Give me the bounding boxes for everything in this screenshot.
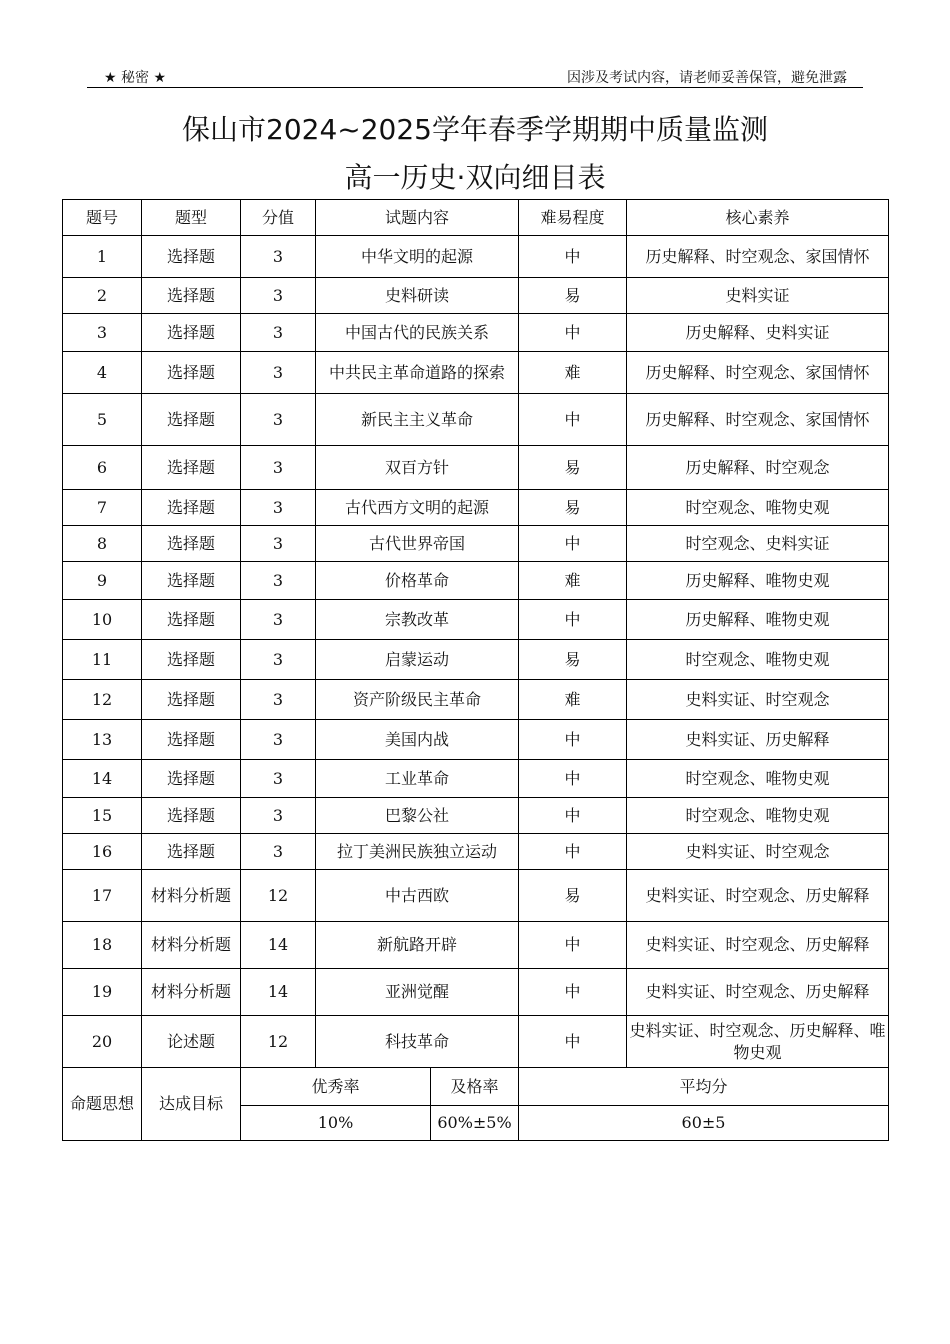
table-row — [63, 680, 889, 720]
cell-number: 12 — [63, 680, 142, 720]
cell-literacy: 史料实证、时空观念、历史解释 — [627, 969, 889, 1016]
footer-pass-value: 60%±5% — [431, 1106, 519, 1141]
cell-number: 7 — [63, 490, 142, 526]
cell-literacy: 史料实证 — [627, 278, 889, 314]
cell-difficulty: 易 — [519, 640, 627, 680]
table-header-row — [63, 200, 889, 236]
cell-score: 3 — [241, 640, 316, 680]
cell-score: 14 — [241, 969, 316, 1016]
cell-number: 8 — [63, 526, 142, 562]
cell-type: 选择题 — [142, 526, 241, 562]
cell-content: 中华文明的起源 — [316, 236, 519, 278]
cell-difficulty: 中 — [519, 720, 627, 760]
cell-literacy: 史料实证、时空观念 — [627, 680, 889, 720]
cell-number: 3 — [63, 314, 142, 352]
cell-type: 选择题 — [142, 834, 241, 870]
cell-score: 3 — [241, 446, 316, 490]
cell-difficulty: 中 — [519, 969, 627, 1016]
cell-number: 19 — [63, 969, 142, 1016]
cell-number: 18 — [63, 922, 142, 969]
footer-label: 命题思想 — [63, 1068, 142, 1141]
cell-score: 3 — [241, 394, 316, 446]
cell-difficulty: 中 — [519, 236, 627, 278]
cell-score: 3 — [241, 680, 316, 720]
table-row — [63, 760, 889, 798]
cell-score: 3 — [241, 562, 316, 600]
cell-content: 启蒙运动 — [316, 640, 519, 680]
col-header: 分值 — [241, 200, 316, 236]
cell-literacy: 时空观念、唯物史观 — [627, 760, 889, 798]
table-row — [63, 969, 889, 1016]
cell-type: 论述题 — [142, 1016, 241, 1068]
table-row — [63, 314, 889, 352]
table-row — [63, 720, 889, 760]
spec-table — [62, 199, 889, 1141]
cell-number: 2 — [63, 278, 142, 314]
table-row — [63, 922, 889, 969]
table-row — [63, 600, 889, 640]
cell-literacy: 史料实证、历史解释 — [627, 720, 889, 760]
footer-row — [63, 1068, 889, 1106]
cell-literacy: 历史解释、史料实证 — [627, 314, 889, 352]
cell-literacy: 史料实证、时空观念 — [627, 834, 889, 870]
footer-target-label: 达成目标 — [142, 1068, 241, 1141]
cell-type: 选择题 — [142, 680, 241, 720]
footer-excellent-label: 优秀率 — [241, 1068, 431, 1106]
cell-type: 选择题 — [142, 236, 241, 278]
cell-content: 中古西欧 — [316, 870, 519, 922]
cell-number: 14 — [63, 760, 142, 798]
cell-content: 巴黎公社 — [316, 798, 519, 834]
cell-number: 6 — [63, 446, 142, 490]
cell-number: 13 — [63, 720, 142, 760]
cell-difficulty: 中 — [519, 526, 627, 562]
cell-score: 12 — [241, 870, 316, 922]
table-row — [63, 798, 889, 834]
document-title: 保山市2024~2025学年春季学期期中质量监测 — [182, 113, 768, 146]
cell-number: 11 — [63, 640, 142, 680]
cell-difficulty: 易 — [519, 870, 627, 922]
cell-difficulty: 中 — [519, 834, 627, 870]
cell-type: 选择题 — [142, 278, 241, 314]
cell-difficulty: 中 — [519, 1016, 627, 1068]
cell-content: 中共民主革命道路的探索 — [316, 352, 519, 394]
cell-difficulty: 难 — [519, 562, 627, 600]
document-subtitle: 高一历史·双向细目表 — [344, 161, 606, 194]
cell-score: 3 — [241, 314, 316, 352]
cell-content: 古代世界帝国 — [316, 526, 519, 562]
cell-literacy: 时空观念、唯物史观 — [627, 798, 889, 834]
cell-type: 选择题 — [142, 314, 241, 352]
cell-type: 选择题 — [142, 760, 241, 798]
col-header: 难易程度 — [519, 200, 627, 236]
cell-number: 20 — [63, 1016, 142, 1068]
table-row — [63, 446, 889, 490]
cell-type: 材料分析题 — [142, 922, 241, 969]
cell-difficulty: 中 — [519, 394, 627, 446]
cell-difficulty: 中 — [519, 600, 627, 640]
cell-score: 3 — [241, 834, 316, 870]
cell-type: 选择题 — [142, 446, 241, 490]
cell-type: 材料分析题 — [142, 870, 241, 922]
cell-literacy: 时空观念、唯物史观 — [627, 640, 889, 680]
cell-difficulty: 中 — [519, 314, 627, 352]
header-notice: 因涉及考试内容，请老师妥善保管，避免泄露 — [567, 70, 847, 86]
cell-score: 12 — [241, 1016, 316, 1068]
cell-content: 古代西方文明的起源 — [316, 490, 519, 526]
cell-literacy: 历史解释、唯物史观 — [627, 562, 889, 600]
cell-type: 选择题 — [142, 798, 241, 834]
cell-literacy: 时空观念、唯物史观 — [627, 490, 889, 526]
cell-type: 材料分析题 — [142, 969, 241, 1016]
cell-number: 9 — [63, 562, 142, 600]
table-row — [63, 834, 889, 870]
cell-difficulty: 难 — [519, 352, 627, 394]
cell-score: 3 — [241, 798, 316, 834]
cell-literacy: 史料实证、时空观念、历史解释、唯物史观 — [627, 1016, 889, 1068]
cell-number: 4 — [63, 352, 142, 394]
col-header: 核心素养 — [627, 200, 889, 236]
cell-content: 中国古代的民族关系 — [316, 314, 519, 352]
cell-score: 3 — [241, 278, 316, 314]
table-row — [63, 352, 889, 394]
cell-type: 选择题 — [142, 562, 241, 600]
table-row — [63, 1016, 889, 1068]
cell-content: 资产阶级民主革命 — [316, 680, 519, 720]
cell-score: 3 — [241, 526, 316, 562]
cell-content: 新民主主义革命 — [316, 394, 519, 446]
cell-literacy: 历史解释、唯物史观 — [627, 600, 889, 640]
cell-difficulty: 易 — [519, 278, 627, 314]
cell-number: 1 — [63, 236, 142, 278]
cell-difficulty: 中 — [519, 798, 627, 834]
table-row — [63, 526, 889, 562]
cell-score: 14 — [241, 922, 316, 969]
table-row — [63, 562, 889, 600]
table-row — [63, 490, 889, 526]
col-header: 试题内容 — [316, 200, 519, 236]
footer-pass-label: 及格率 — [431, 1068, 519, 1106]
cell-type: 选择题 — [142, 600, 241, 640]
cell-score: 3 — [241, 760, 316, 798]
cell-content: 价格革命 — [316, 562, 519, 600]
cell-literacy: 时空观念、史料实证 — [627, 526, 889, 562]
header-confidential-mark: ★ 秘密 ★ — [104, 70, 167, 86]
table-row — [63, 236, 889, 278]
cell-content: 双百方针 — [316, 446, 519, 490]
cell-type: 选择题 — [142, 352, 241, 394]
table-row — [63, 640, 889, 680]
cell-literacy: 历史解释、时空观念、家国情怀 — [627, 394, 889, 446]
cell-content: 宗教改革 — [316, 600, 519, 640]
footer-excellent-value: 10% — [241, 1106, 431, 1141]
cell-number: 16 — [63, 834, 142, 870]
cell-content: 美国内战 — [316, 720, 519, 760]
col-header: 题型 — [142, 200, 241, 236]
cell-score: 3 — [241, 600, 316, 640]
cell-difficulty: 易 — [519, 490, 627, 526]
cell-type: 选择题 — [142, 394, 241, 446]
cell-difficulty: 难 — [519, 680, 627, 720]
cell-literacy: 历史解释、时空观念、家国情怀 — [627, 352, 889, 394]
cell-type: 选择题 — [142, 720, 241, 760]
cell-difficulty: 中 — [519, 760, 627, 798]
footer-average-value: 60±5 — [519, 1106, 889, 1141]
cell-difficulty: 中 — [519, 922, 627, 969]
table-row — [63, 870, 889, 922]
header-divider — [87, 87, 863, 88]
cell-literacy: 历史解释、时空观念 — [627, 446, 889, 490]
cell-content: 科技革命 — [316, 1016, 519, 1068]
cell-score: 3 — [241, 236, 316, 278]
cell-type: 选择题 — [142, 640, 241, 680]
cell-difficulty: 易 — [519, 446, 627, 490]
cell-literacy: 史料实证、时空观念、历史解释 — [627, 922, 889, 969]
cell-content: 新航路开辟 — [316, 922, 519, 969]
table-row — [63, 394, 889, 446]
footer-average-label: 平均分 — [519, 1068, 889, 1106]
table-row — [63, 278, 889, 314]
cell-type: 选择题 — [142, 490, 241, 526]
cell-number: 10 — [63, 600, 142, 640]
cell-literacy: 史料实证、时空观念、历史解释 — [627, 870, 889, 922]
cell-score: 3 — [241, 490, 316, 526]
cell-literacy: 历史解释、时空观念、家国情怀 — [627, 236, 889, 278]
cell-content: 史料研读 — [316, 278, 519, 314]
cell-content: 工业革命 — [316, 760, 519, 798]
cell-score: 3 — [241, 720, 316, 760]
cell-content: 拉丁美洲民族独立运动 — [316, 834, 519, 870]
col-header: 题号 — [63, 200, 142, 236]
cell-number: 17 — [63, 870, 142, 922]
cell-number: 15 — [63, 798, 142, 834]
cell-number: 5 — [63, 394, 142, 446]
cell-content: 亚洲觉醒 — [316, 969, 519, 1016]
cell-score: 3 — [241, 352, 316, 394]
